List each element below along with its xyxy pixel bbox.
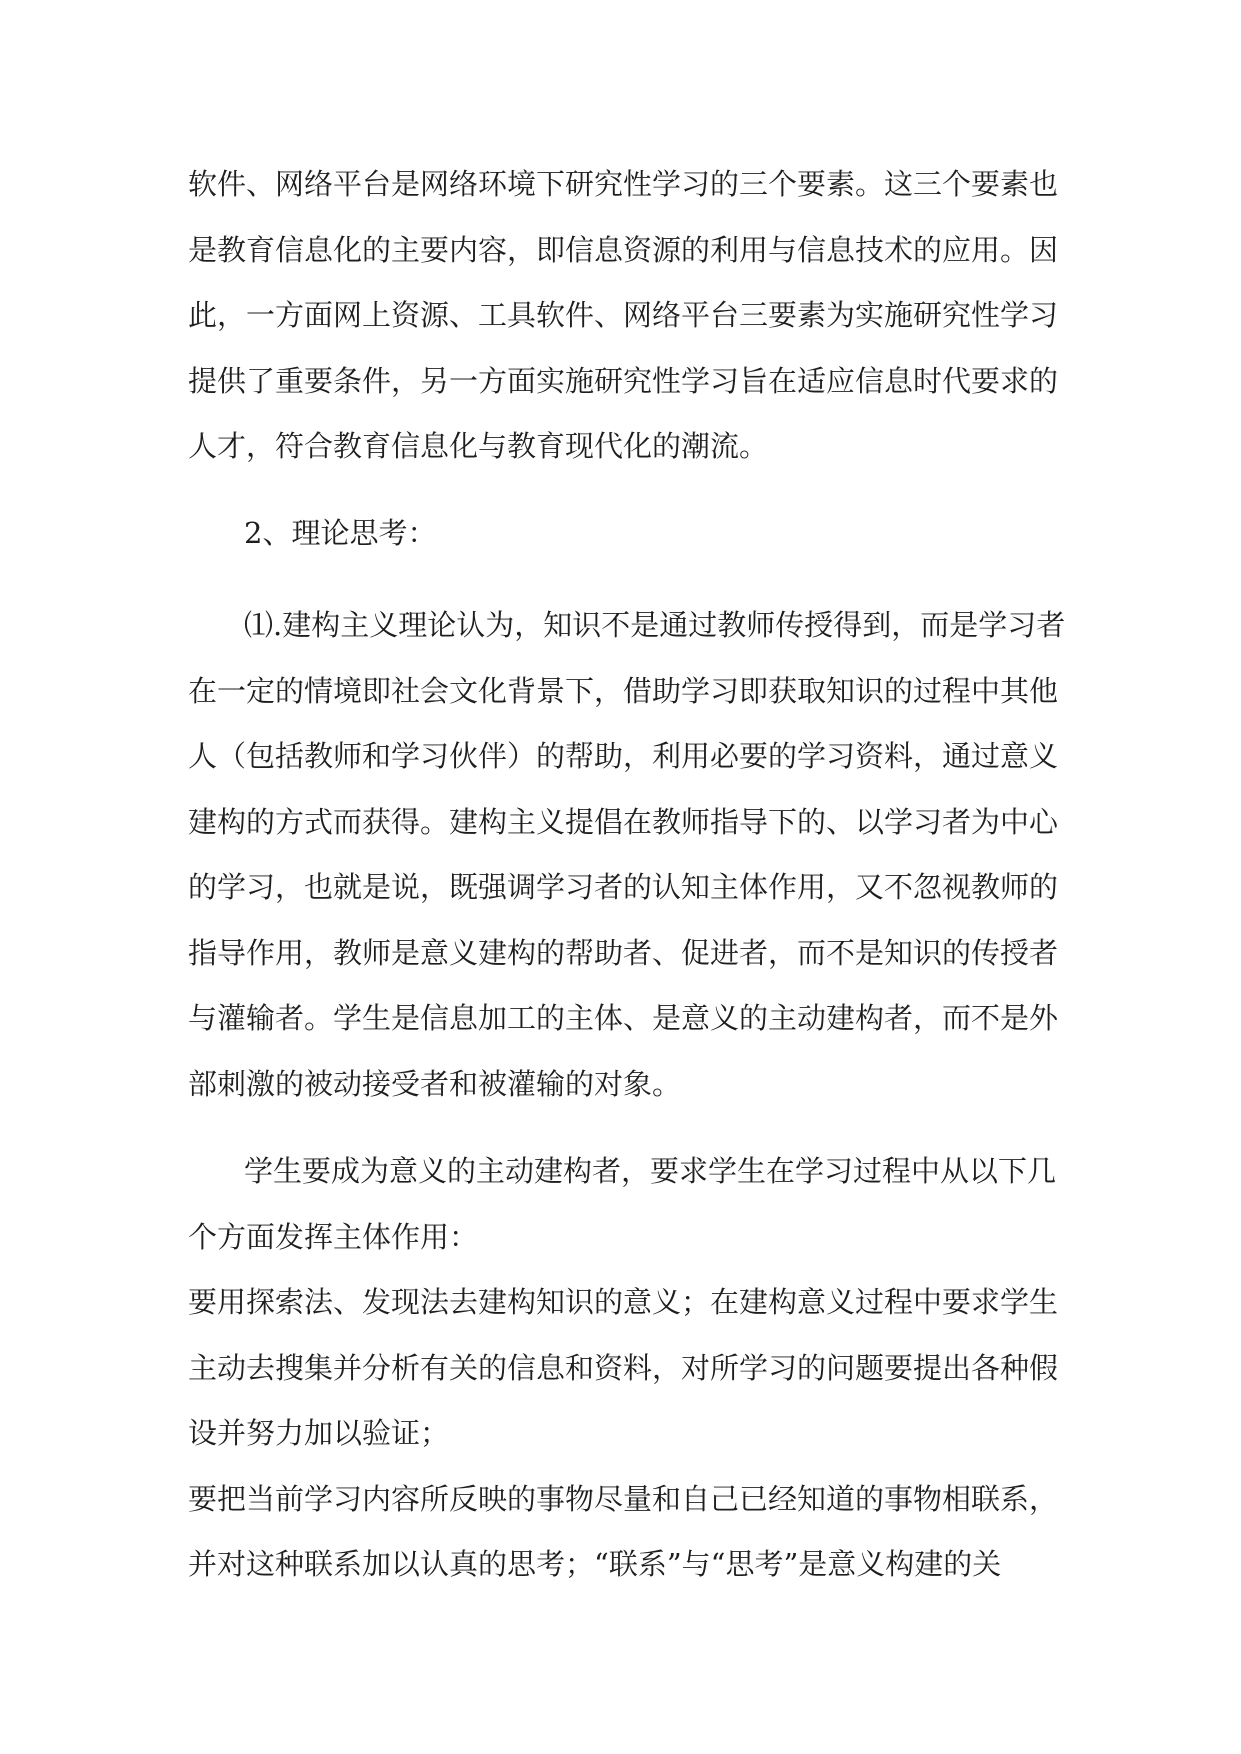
paragraph-2-line-4: 建构的方式而获得。建构主义提倡在教师指导下的、以学习者为中心 bbox=[188, 805, 1059, 839]
paragraph-2-line-6: 指导作用，教师是意义建构的帮助者、促进者，而不是知识的传授者 bbox=[188, 936, 1059, 970]
paragraph-2-line-7: 与灌输者。学生是信息加工的主体、是意义的主动建构者，而不是外 bbox=[188, 1001, 1059, 1035]
paragraph-4-line-3: 设并努力加以验证； bbox=[188, 1416, 450, 1450]
paragraph-2-line-2: 在一定的情境即社会文化背景下，借助学习即获取知识的过程中其他 bbox=[188, 674, 1059, 708]
paragraph-2-line-8: 部刺激的被动接受者和被灌输的对象。 bbox=[188, 1067, 682, 1101]
paragraph-3-line-1: 学生要成为意义的主动建构者，要求学生在学习过程中从以下几 bbox=[244, 1154, 1057, 1188]
paragraph-1-line-4: 提供了重要条件，另一方面实施研究性学习旨在适应信息时代要求的 bbox=[188, 364, 1059, 398]
paragraph-1-line-2: 是教育信息化的主要内容，即信息资源的利用与信息技术的应用。因 bbox=[188, 233, 1059, 267]
paragraph-1-line-1: 软件、网络平台是网络环境下研究性学习的三个要素。这三个要素也 bbox=[188, 167, 1059, 201]
paragraph-5-line-1: 要把当前学习内容所反映的事物尽量和自己已经知道的事物相联系， bbox=[188, 1482, 1059, 1516]
section-heading: 2、理论思考： bbox=[244, 516, 437, 550]
paragraph-5-line-2: 并对这种联系加以认真的思考；“联系”与“思考”是意义构建的关 bbox=[188, 1547, 1002, 1581]
paragraph-2-line-1: ⑴.建构主义理论认为，知识不是通过教师传授得到，而是学习者 bbox=[244, 608, 1066, 642]
paragraph-2-line-3: 人（包括教师和学习伙伴）的帮助，利用必要的学习资料，通过意义 bbox=[188, 739, 1059, 773]
paragraph-1-line-3: 此，一方面网上资源、工具软件、网络平台三要素为实施研究性学习 bbox=[188, 298, 1059, 332]
paragraph-4-line-1: 要用探索法、发现法去建构知识的意义；在建构意义过程中要求学生 bbox=[188, 1285, 1059, 1319]
paragraph-2-line-5: 的学习，也就是说，既强调学习者的认知主体作用，又不忽视教师的 bbox=[188, 870, 1059, 904]
paragraph-4-line-2: 主动去搜集并分析有关的信息和资料，对所学习的问题要提出各种假 bbox=[188, 1351, 1059, 1385]
paragraph-3-line-2: 个方面发挥主体作用： bbox=[188, 1220, 479, 1254]
paragraph-1-line-5: 人才，符合教育信息化与教育现代化的潮流。 bbox=[188, 429, 769, 463]
